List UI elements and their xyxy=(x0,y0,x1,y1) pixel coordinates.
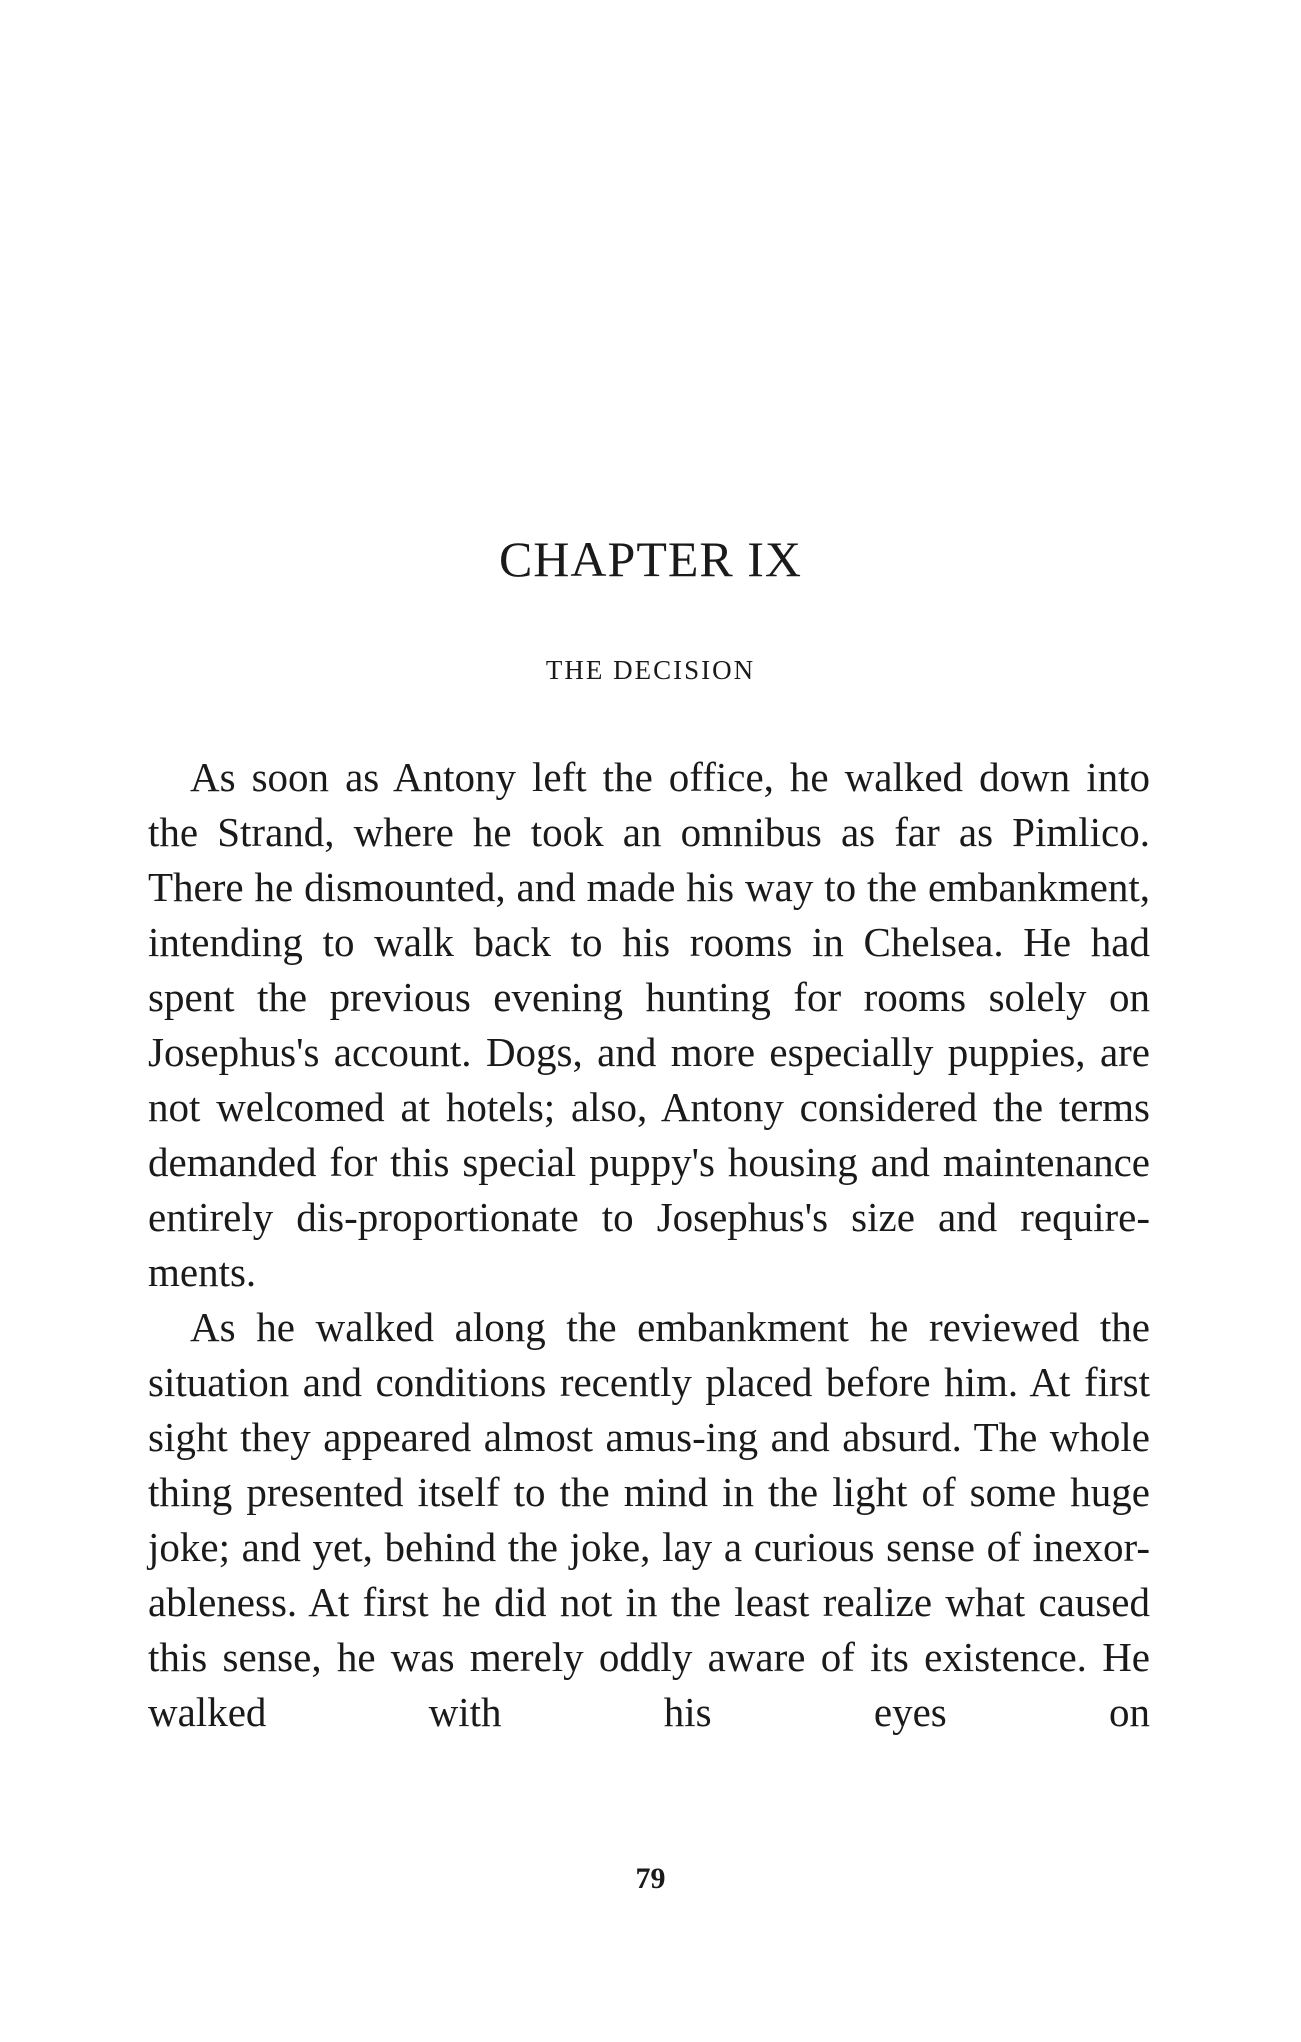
paragraph: As soon as Antony left the office, he walked down into the Strand, where he took an omnibus as far as Pimlico. There he dismounted, and made his way to the embankment, intending to walk back to his rooms in Chelsea. He had spent the previous evening hunting for rooms solely on Josephus's account. Dogs, and more especially puppies, are not welcomed at hotels; also, Antony considered the terms demanded for this special puppy's housing and maintenance entirely dis-proportionate to Josephus's size and require-ments. xyxy=(148,754,1150,1295)
page-number: 79 xyxy=(635,1862,666,1895)
chapter-title: CHAPTER IX xyxy=(498,531,803,587)
chapter-subtitle: THE DECISION xyxy=(545,655,756,685)
paragraph: As he walked along the embankment he reviewed the situation and conditions recently placed before him. At first sight they appeared almost amus-ing and absurd. The whole thing presented itself to the mind in the light of some huge joke; and yet, behind the joke, lay a curious sense of inexor-ableness. At first he did not in the least realize what caused this sense, he was merely oddly aware of its existence. He walked with his eyes on xyxy=(148,1304,1150,1735)
body-text xyxy=(148,750,1150,1740)
